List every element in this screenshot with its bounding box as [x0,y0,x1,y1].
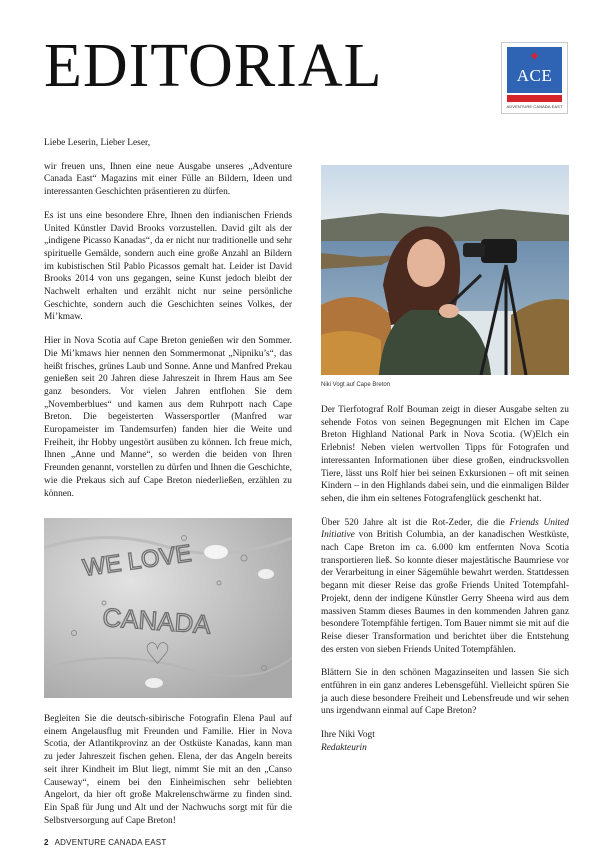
prekau-paragraph: Hier in Nova Scotia auf Cape Breton genießen wir den Sommer. Die Mi’kmaws hier nennen den Sommermonat „Nipniku’s“, das heißt frisches, grünes Laub und Sonne. Anne und Manfred Prekau genießen seit 20 Jahren diese Jahreszeit in Ihrem Haus am See ganz besonders. Vor vielen Jahren entflohen Sie dem „Novemberblues“ und kamen aus dem Ruhrpott nach Cape Breton. Die begeisterten Wassersportler (Manfred war Europameister im Tandemsurfen) fanden hier die Weite und Freiheit, ihr Hobby ungestört ausüben zu können. Ich freue mich, Ihnen „Anne und Manne“, so werden die beiden von Ihren Freunden genannt, vorstellen zu dürfen und Ihnen die Geschichte, wie die Prekaus sich auf Cape Breton niederließen, erzählen zu können. [44,336,292,499]
maple-leaf-icon: ✦ [528,49,541,65]
page-title: EDITORIAL [44,32,383,100]
logo-text: ACE [516,66,553,85]
elena-paul-paragraph: Begleiten Sie die deutsch-sibirische Fotografin Elena Paul auf einem Angelausflug mit Freunden und Familie. Hier in Nova Scotia, der Atlantikprovinz an der Ostküste Kanadas, kann man zu jeder Jahreszeit fischen gehen. Elena, der das Angeln bereits seit ihrer Kindheit im Blut liegt, nimmt Sie mit an den „Canso Causeway“, einem bei den Einheimischen sehr beliebten Angelort, da hier oft große Makrelenschwärme zu finden sind. Ein Spaß für Jung und Alt und der Nachwuchs sorgt mit für die Selbstversorgung auf Cape Breton! [44,714,292,826]
closing-paragraph: Blättern Sie in den schönen Magazinseiten und lassen Sie sich entführen in ein ganz anderes Lebensgefühl. Vielleicht spüren Sie ja auch diese besondere Freiheit und Lebensfreude und wir sehen uns irgendwann einmal auf Cape Breton? [321,668,569,717]
page-number: 2 [44,838,49,847]
friends-united-initiative-name: Friends United Initiative [321,517,569,541]
signoff-name: Ihre Niki Vogt [321,730,375,741]
sand-heart: ♡ [144,637,171,672]
logo-blue-block [507,47,562,93]
logo-tagline: ADVENTURE CANADA EAST [506,104,563,109]
right-column [321,404,569,755]
salutation: Liebe Leserin, Lieber Leser, [44,138,151,148]
left-column-lower [44,713,292,838]
we-love-canada-photo [44,518,292,698]
left-column [44,137,292,511]
photo-caption: Niki Vogt auf Cape Breton [321,382,391,388]
niki-photo-art [321,165,569,375]
sand-text-we-love: WE LOVE [81,539,194,582]
red-cedar-text-end: von British Columbia, an der kanadischen Westküste, nach Cape Breton im ca. 6.000 km entfernten Nova Scotia transportieren ließ. So konnte dieser majestätische Baumriese vor der Verarbeitung in einer Sägemühle bewahrt werden. Stattdessen begann mit dieser Reise das große Friends United Totempfahl-Projekt, denn der indigene Künstler Gerry Sheena wird aus dem massiven Stamm dieses Baumes in den kommenden Jahren ganz besondere Totempfähle fertigen. Tom Bauer nimmt sie mit auf die Reise dieser Transformation und berichtet über die Entstehung des ersten von sieben Friends United Totempfählen. [321,530,569,655]
logo-red-bar [507,95,562,102]
sand-text-canada: CANADA [101,602,212,640]
signoff-role: Redakteurin [321,742,367,753]
signoff-block [321,729,569,754]
sand-photo-art [44,518,292,698]
red-cedar-paragraph [321,517,569,657]
niki-vogt-photo [321,165,569,375]
ace-logo [501,42,568,114]
rolf-bouman-paragraph: Der Tierfotograf Rolf Bouman zeigt in dieser Ausgabe selten zu sehende Fotos von seinen Begegnungen mit Elchen im Cape Breton Highland National Park in Nova Scotia. (W)Elch ein Erlebnis! Neben vielen wertvollen Tipps für Fotografen und interessanten Informationen über diese großen, eindrucksvollen Tiere, lässt uns Rolf hier bei seinen Exkursionen – oft mit seinen Kindern – in den Highlands dabei sein, und die einmaligen Bilder sehen, die ihm ein seltenes Fotografenglück geschenkt hat. [321,405,569,504]
page-footer [44,838,166,847]
magazine-name: ADVENTURE CANADA EAST [54,838,167,847]
red-cedar-text-start: Über 520 Jahre alt ist die Rot-Zeder, die die [321,517,510,528]
intro-paragraph: wir freuen uns, Ihnen eine neue Ausgabe unseres „Adventure Canada East“ Magazins mit einer Fülle an Bildern, Ideen und interessanten Geschichten präsentieren zu dürfen. [44,161,292,198]
david-brooks-paragraph: Es ist uns eine besondere Ehre, Ihnen den indianischen Friends United Künstler David Brooks vorzustellen. David gilt als der „indigene Picasso Kanadas“, da er nicht nur traditionelle und sehr spirituelle Gemälde, sondern auch eine große Anzahl an Bildern im kubistischen Stil Pablo Picassos gemalt hat. Leider ist David Brooks 2014 von uns gegangen, seine Kunst jedoch bleibt der Nachwelt erhalten und erzählt nicht nur seine persönliche Geschichte, sondern auch die Geschichten seines Volkes, der Mi’kmaw. [44,210,292,323]
